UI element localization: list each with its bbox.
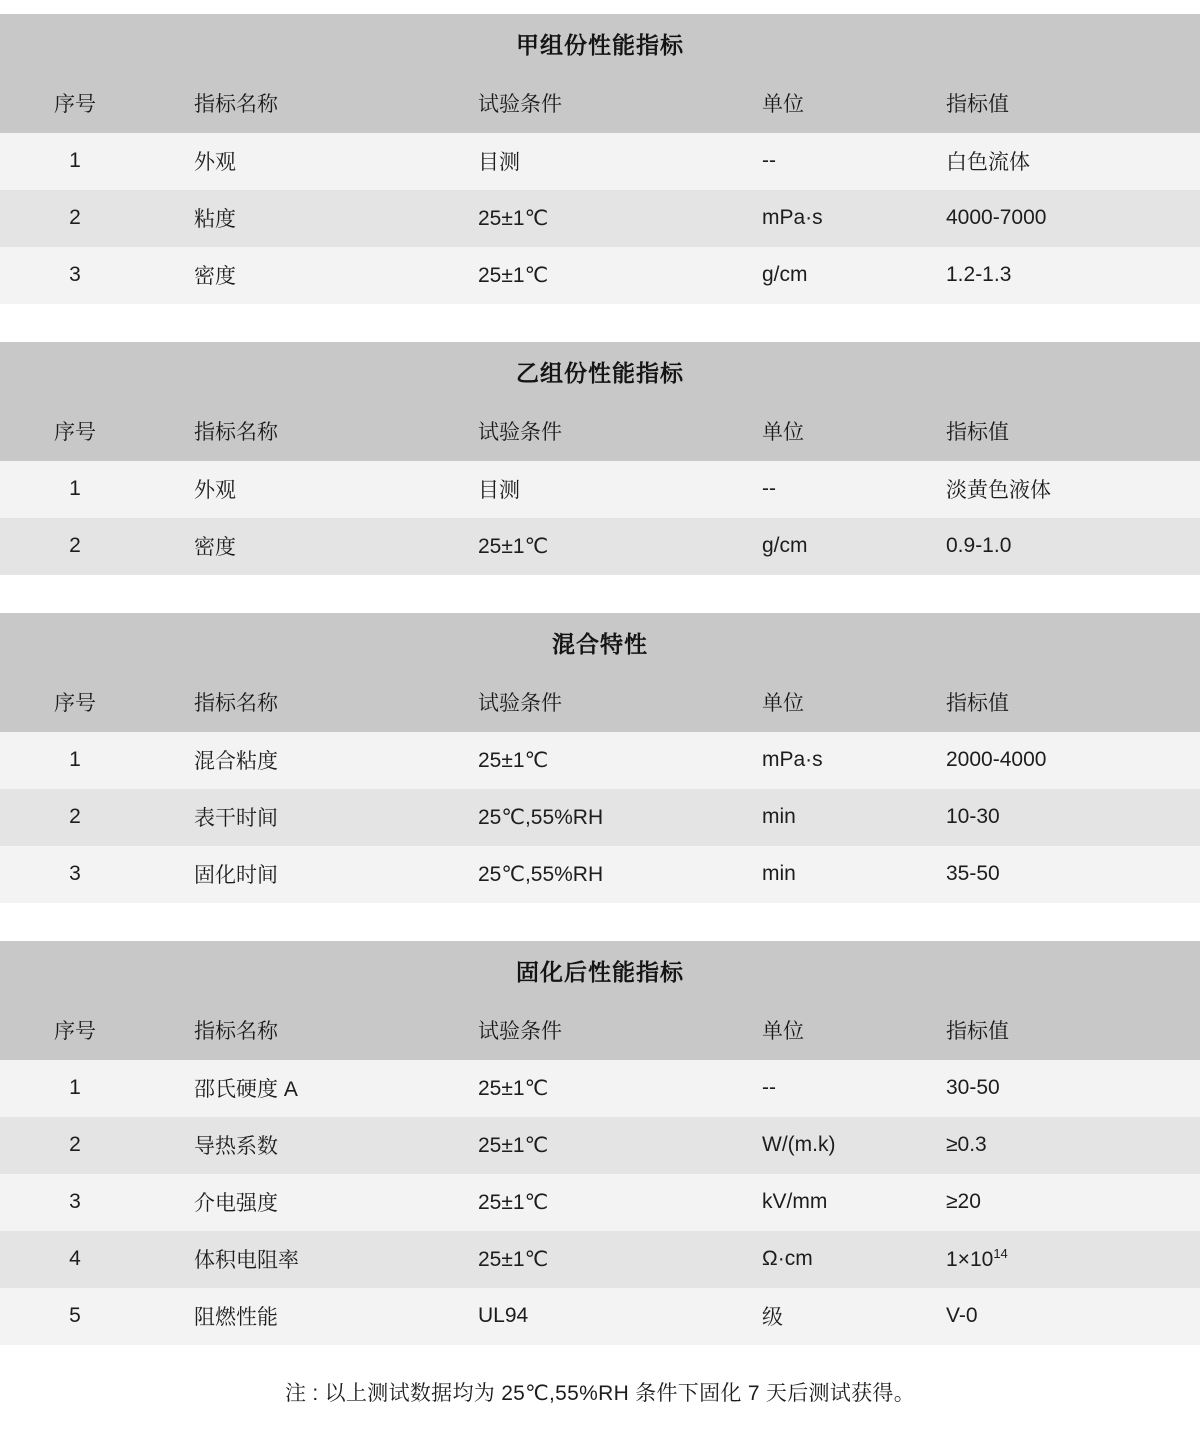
table-cell: mPa·s (720, 190, 910, 247)
table-title: 甲组份性能指标 (0, 14, 1200, 74)
column-header: 试验条件 (430, 402, 720, 461)
table-row (0, 518, 1200, 575)
column-header: 试验条件 (430, 74, 720, 133)
table-cell: min (720, 789, 910, 846)
column-header: 指标名称 (150, 74, 430, 133)
table-title: 混合特性 (0, 613, 1200, 673)
table-row (0, 1288, 1200, 1345)
table-cell: 固化时间 (150, 846, 430, 903)
table-cell: min (720, 846, 910, 903)
tables-container (0, 14, 1200, 1345)
table-cell: 25℃,55%RH (430, 846, 720, 903)
table-cell: 表干时间 (150, 789, 430, 846)
table-cell: 1 (0, 461, 150, 518)
table-cell: 30-50 (910, 1060, 1200, 1117)
table-cell: 外观 (150, 461, 430, 518)
column-header: 指标名称 (150, 402, 430, 461)
table-cell: 2 (0, 789, 150, 846)
table-cell: g/cm (720, 247, 910, 304)
table-cell: 目测 (430, 133, 720, 190)
table-cell: 白色流体 (910, 133, 1200, 190)
table-cell: Ω·cm (720, 1231, 910, 1288)
column-header: 序号 (0, 1001, 150, 1060)
column-header: 指标值 (910, 74, 1200, 133)
column-header: 单位 (720, 1001, 910, 1060)
table-cell: kV/mm (720, 1174, 910, 1231)
table-cell: 2000-4000 (910, 732, 1200, 789)
table-cell: 4 (0, 1231, 150, 1288)
table-cell: 25℃,55%RH (430, 789, 720, 846)
table-cell: 2 (0, 1117, 150, 1174)
table-cell: -- (720, 133, 910, 190)
column-header: 指标值 (910, 673, 1200, 732)
table-title-row (0, 342, 1200, 402)
column-header: 试验条件 (430, 673, 720, 732)
table-cell: 25±1℃ (430, 190, 720, 247)
table-cell: 25±1℃ (430, 1174, 720, 1231)
table-title-row (0, 14, 1200, 74)
table-row (0, 1117, 1200, 1174)
table-cell: 25±1℃ (430, 1117, 720, 1174)
column-header: 单位 (720, 673, 910, 732)
table-row (0, 461, 1200, 518)
table-cell: 3 (0, 247, 150, 304)
column-header: 序号 (0, 402, 150, 461)
column-header: 指标名称 (150, 673, 430, 732)
table-title-row (0, 613, 1200, 673)
table-header-row (0, 402, 1200, 461)
table-cell: ≥0.3 (910, 1117, 1200, 1174)
table-cell: mPa·s (720, 732, 910, 789)
table-cell: 介电强度 (150, 1174, 430, 1231)
table-title-row (0, 941, 1200, 1001)
table-title: 固化后性能指标 (0, 941, 1200, 1001)
table-cell: 淡黄色液体 (910, 461, 1200, 518)
table-cell: 1 (0, 133, 150, 190)
table-cell: V-0 (910, 1288, 1200, 1345)
table-cell: 10-30 (910, 789, 1200, 846)
table-cell: ≥20 (910, 1174, 1200, 1231)
table-cell: 25±1℃ (430, 1231, 720, 1288)
table-header-row (0, 1001, 1200, 1060)
table-cell: 阻燃性能 (150, 1288, 430, 1345)
table-cell: 25±1℃ (430, 1060, 720, 1117)
table-cell: 25±1℃ (430, 732, 720, 789)
table-row (0, 1174, 1200, 1231)
table-cell: 25±1℃ (430, 518, 720, 575)
table-cell: 1 (0, 732, 150, 789)
table-cell: 3 (0, 1174, 150, 1231)
table-cell: 1.2-1.3 (910, 247, 1200, 304)
table-row (0, 789, 1200, 846)
table-cell: 4000-7000 (910, 190, 1200, 247)
table-cell: 密度 (150, 518, 430, 575)
table-cell: 2 (0, 190, 150, 247)
column-header: 指标名称 (150, 1001, 430, 1060)
table-cell: 混合粘度 (150, 732, 430, 789)
column-header: 试验条件 (430, 1001, 720, 1060)
table-cell: W/(m.k) (720, 1117, 910, 1174)
table-header-row (0, 74, 1200, 133)
table-row (0, 190, 1200, 247)
table-cell: 级 (720, 1288, 910, 1345)
spec-table (0, 613, 1200, 903)
column-header: 序号 (0, 673, 150, 732)
table-cell: 邵氏硬度 A (150, 1060, 430, 1117)
table-cell: 体积电阻率 (150, 1231, 430, 1288)
spec-table (0, 342, 1200, 575)
table-cell: -- (720, 461, 910, 518)
table-cell: 25±1℃ (430, 247, 720, 304)
table-cell: 0.9-1.0 (910, 518, 1200, 575)
spec-table (0, 14, 1200, 304)
column-header: 指标值 (910, 1001, 1200, 1060)
table-row (0, 732, 1200, 789)
table-header-row (0, 673, 1200, 732)
table-row (0, 1231, 1200, 1288)
table-cell: 35-50 (910, 846, 1200, 903)
table-row (0, 846, 1200, 903)
table-row (0, 133, 1200, 190)
column-header: 单位 (720, 402, 910, 461)
footnote: 注 : 以上测试数据均为 25℃,55%RH 条件下固化 7 天后测试获得。 (284, 1382, 916, 1405)
table-cell: 粘度 (150, 190, 430, 247)
table-cell: -- (720, 1060, 910, 1117)
spec-table (0, 941, 1200, 1345)
table-row (0, 247, 1200, 304)
table-row (0, 1060, 1200, 1117)
column-header: 单位 (720, 74, 910, 133)
table-title: 乙组份性能指标 (0, 342, 1200, 402)
table-cell: 目测 (430, 461, 720, 518)
table-cell: 5 (0, 1288, 150, 1345)
table-cell: 外观 (150, 133, 430, 190)
table-cell: 3 (0, 846, 150, 903)
table-cell: $1\times 10^{14}$ (910, 1231, 1200, 1288)
column-header: 指标值 (910, 402, 1200, 461)
column-header: 序号 (0, 74, 150, 133)
table-cell: 导热系数 (150, 1117, 430, 1174)
table-cell: g/cm (720, 518, 910, 575)
table-cell: 1 (0, 1060, 150, 1117)
table-cell: 密度 (150, 247, 430, 304)
table-cell: UL94 (430, 1288, 720, 1345)
table-cell: 2 (0, 518, 150, 575)
